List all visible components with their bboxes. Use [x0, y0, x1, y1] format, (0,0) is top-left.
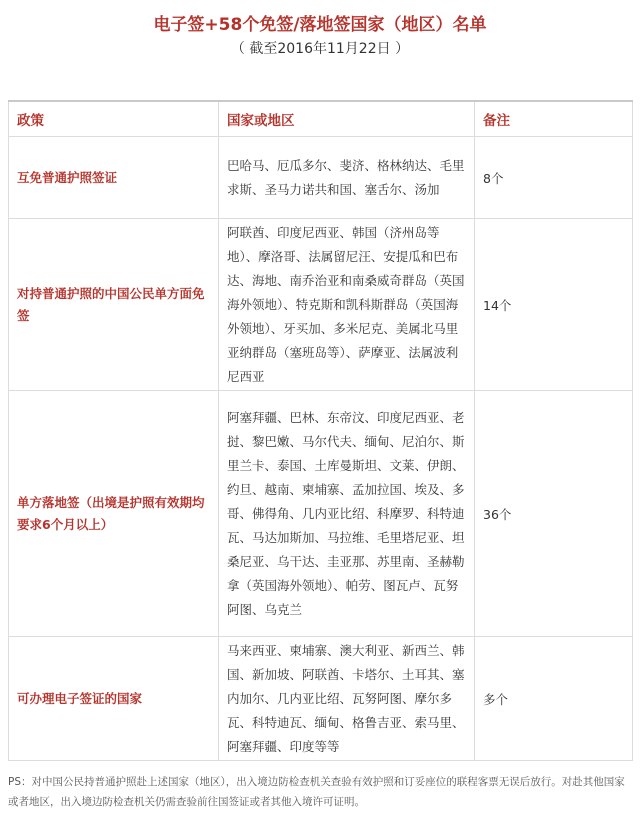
countries-cell: 阿塞拜疆、巴林、东帝汶、印度尼西亚、老挝、黎巴嫩、马尔代夫、缅甸、尼泊尔、斯里兰卡、泰国、土库曼斯坦、文莱、伊朗、约旦、越南、柬埔寨、孟加拉国、埃及、多哥、佛得角、几内亚比绍、科摩罗、科特迪瓦、马达加斯加、马拉维、毛里塔尼亚、坦桑尼亚、乌干达、圭亚那、苏里南、圣赫勒拿（英国海外领地）、帕劳、图瓦卢、瓦努阿图、乌克兰	[219, 391, 475, 637]
policy-cell: 单方落地签（出境是护照有效期均要求6个月以上）	[9, 391, 219, 637]
note-cell: 8个	[475, 137, 633, 219]
ps-note: PS：对中国公民持普通护照赴上述国家（地区），出入境边防检查机关查验有效护照和订妥座位的联程客票无误后放行。对赴其他国家或者地区，出入境边防检查机关仍需查验前往国签证或者其他入境许可证明。	[8, 776, 625, 808]
note-cell: 多个	[475, 637, 633, 761]
table-row	[9, 637, 633, 761]
countries-cell: 马来西亚、柬埔寨、澳大利亚、新西兰、韩国、新加坡、阿联酋、卡塔尔、土耳其、塞内加尔、几内亚比绍、瓦努阿图、摩尔多瓦、科特迪瓦、缅甸、格鲁吉亚、索马里、阿塞拜疆、印度等等	[219, 637, 475, 761]
visa-policy-table	[8, 100, 633, 761]
column-header-policy: 政策	[9, 101, 219, 137]
page-subtitle: （ 截至2016年11月22日 ）	[230, 41, 410, 57]
countries-cell: 巴哈马、厄瓜多尔、斐济、格林纳达、毛里求斯、圣马力诺共和国、塞舌尔、汤加	[219, 137, 475, 219]
column-header-countries: 国家或地区	[219, 101, 475, 137]
note-cell: 36个	[475, 391, 633, 637]
table-header-row	[9, 101, 633, 137]
policy-cell: 可办理电子签证的国家	[9, 637, 219, 761]
policy-cell: 对持普通护照的中国公民单方面免签	[9, 219, 219, 391]
column-header-note: 备注	[475, 101, 633, 137]
table-row	[9, 219, 633, 391]
table-row	[9, 137, 633, 219]
policy-cell: 互免普通护照签证	[9, 137, 219, 219]
countries-cell: 阿联酋、印度尼西亚、韩国（济州岛等地）、摩洛哥、法属留尼汪、安提瓜和巴布达、海地、南乔治亚和南桑威奇群岛（英国海外领地）、特克斯和凯科斯群岛（英国海外领地）、牙买加、多米尼克、美属北马里亚纳群岛（塞班岛等）、萨摩亚、法属波利尼西亚	[219, 219, 475, 391]
page-title: 电子签+58个免签/落地签国家（地区）名单	[153, 15, 487, 35]
note-cell: 14个	[475, 219, 633, 391]
table-row	[9, 391, 633, 637]
